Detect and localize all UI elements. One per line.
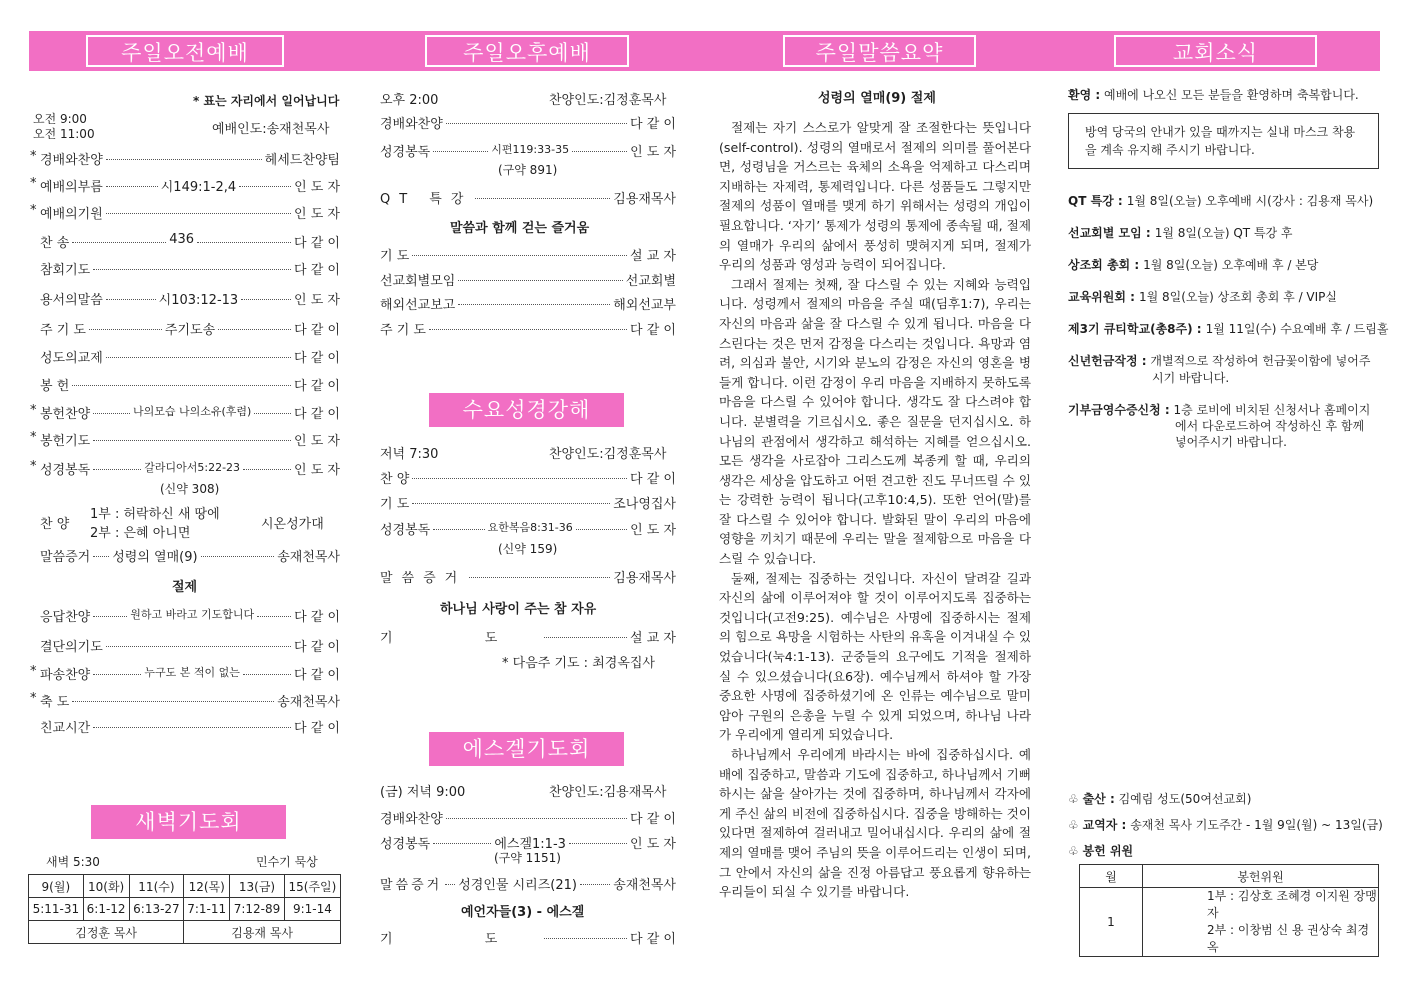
order-item-person: 다 같 이 — [294, 407, 340, 422]
wednesday-prayer-who: 설 교 자 — [630, 631, 676, 646]
ezekiel-leader: 찬양인도:김용재목사 — [549, 785, 667, 800]
afternoon-leader: 찬양인도:김정훈목사 — [549, 93, 667, 108]
wednesday-prayer-row — [380, 627, 676, 646]
news-item — [1068, 224, 1293, 241]
dawn-schedule-table — [28, 874, 341, 944]
choir-first-service: 1부 : 허락하신 새 땅에 — [90, 507, 220, 522]
news-item-text: 1월 8일(오늘) 오후예배 후 / 본당 — [1143, 258, 1319, 272]
news-item-label: QT 특강 : — [1068, 194, 1123, 208]
ezekiel-witness-sermon: 성경인물 시리즈(21) — [458, 878, 577, 893]
news-pastor-label: 교역자 : — [1082, 818, 1127, 832]
dawn-minister-1: 김정훈 목사 — [29, 921, 184, 944]
order-row — [380, 141, 676, 160]
order-item-name: 응답찬양 — [40, 610, 91, 625]
order-item-name: 성경봉독 — [40, 463, 91, 478]
news-item-text: 1월 8일(오늘) 오후예배 시(강사 : 김용재 목사) — [1126, 194, 1374, 208]
header-morning-worship: 주일오전예배 — [86, 35, 284, 67]
order-row — [30, 606, 340, 625]
order-item-person: 해외선교부 — [613, 298, 676, 313]
standing-mark: * — [30, 691, 37, 706]
order-row — [380, 493, 676, 512]
ezekiel-title: 에스겔기도회 — [429, 732, 624, 766]
news-receipt-text-1: 1층 로비에 비치된 신청서나 홈페이지 — [1173, 403, 1371, 417]
offering-first-service: 1부 : 김상호 조혜경 이지원 장맹자 — [1207, 889, 1377, 920]
dawn-scripture: 7:12-89 — [230, 898, 285, 921]
header-church-news: 교회소식 — [1114, 35, 1317, 67]
choir-name: 시온성가대 — [261, 517, 324, 532]
news-item-label: 제3기 큐티학교(총8주) : — [1068, 322, 1202, 336]
order-item-name: 참회기도 — [40, 263, 91, 278]
dawn-scripture: 5:11-31 — [29, 898, 84, 921]
morning-witness-sermon: 성령의 열매(9) — [112, 550, 198, 565]
order-item-person: 인 도 자 — [294, 293, 340, 308]
wednesday-sub-title: 하나님 사랑이 주는 참 자유 — [440, 602, 597, 617]
header-afternoon-worship: 주일오후예배 — [425, 35, 629, 67]
news-receipt — [1068, 401, 1370, 418]
news-offering-label: 봉헌 위원 — [1082, 844, 1134, 858]
morning-time-1: 오전 9:00 — [33, 112, 87, 126]
standing-mark: * — [30, 430, 37, 445]
order-item-name: 성경봉독 — [380, 145, 431, 160]
news-item-text: 1월 8일(오늘) 상조회 총회 후 / VIP실 — [1138, 290, 1337, 304]
standing-mark: * — [30, 459, 37, 474]
sermon-paragraph-2: 그래서 절제는 첫째, 잘 다스릴 수 있는 지혜와 능력입니다. 성령께서 절제의 마음을 주실 때(딤후1:7), 우리는 자신의 마음과 삶을 잘 다스릴 수 있게 됩니다. 마음을 다스린다는 것은 먼저 감정을 다스리는 것입니다. 욕망과 염려, 의심과 불안, 시기와 분노의 감정은 자신의 영혼을 병들게 합니다. 이런 감정이 우리 마음을 지배하지 못하도록 마음을 다스릴 수 있어야 합니다. 생각도 잘 다스려야 합니다. 분별력을 기르십시오. 좋은 질문을 던지십시오. 하나님의 관점에서 생각하고 해석하는 지혜를 얻으십시오. 모든 생각을 사로잡아 그리스도께 복종케 할 때, 우리의 생각은 세상을 압도하고 어떤 견고한 진도 무너뜨릴 수 있는 강력한 능력이 됩니다(고후10:4,5). 또한 언어(말)를 잘 다스릴 수 있어야 합니다. 발화된 말이 우리의 마음에 영향을 끼치기 때문에 우리는 말을 절제함으로 마음을 다스릴 수 있습니다. — [719, 276, 1031, 567]
order-row — [30, 403, 340, 422]
order-item-person: 인 도 자 — [630, 837, 676, 852]
news-birth — [1068, 790, 1251, 807]
ezekiel-sub-title: 예언자들(3) - 에스겔 — [461, 905, 585, 920]
offering-second-service: 2부 : 이창범 신 용 권상숙 최경옥 — [1207, 923, 1370, 954]
news-pledge-label: 신년헌금작정 : — [1068, 354, 1147, 368]
news-birth-label: 출산 : — [1082, 792, 1115, 806]
offering-committee-table — [1079, 864, 1379, 957]
news-pledge — [1068, 352, 1370, 369]
order-item-name: 주 기 도 — [40, 323, 86, 338]
ezekiel-prayer-who: 다 같 이 — [630, 932, 676, 947]
order-item-detail: 436 — [169, 232, 195, 247]
order-row — [380, 468, 676, 487]
dawn-time: 새벽 5:30 — [46, 855, 100, 869]
order-item-person: 다 같 이 — [294, 640, 340, 655]
order-row — [380, 319, 676, 338]
qt-lecture-name: QT 특강 — [380, 192, 473, 207]
order-row — [30, 636, 340, 655]
order-item-person: 인 도 자 — [294, 180, 341, 195]
order-row — [380, 245, 676, 264]
sermon-paragraph-4: 하나님께서 우리에게 바라시는 바에 집중하십시다. 예배에 집중하고, 말씀과 기도에 집중하고, 하나님께서 기뻐하시는 삶을 살아가는 것에 집중하며, 하나님께서 각자에게 주신 삶의 비전에 집중하십시다. 집중을 방해하는 것이 있다면 절제하여 걸러내고 밀어내십시다. 우리의 삶에 절제의 열매를 맺어 주님의 뜻을 이루어드리는 인생이 되며, 그 안에서 자신의 삶을 진정 아름답고 풍요롭게 향유하는 우리들이 되실 수 있기를 바랍니다. — [719, 747, 1031, 900]
news-item-label: 상조회 총회 : — [1068, 258, 1140, 272]
standing-note: * 표는 자리에서 일어납니다 — [193, 94, 340, 108]
order-item-person: 인 도 자 — [630, 523, 677, 538]
order-item-person: 다 같 이 — [294, 323, 341, 338]
order-item-person: 다 같 이 — [630, 117, 676, 132]
wednesday-witness-row — [380, 567, 676, 586]
standing-mark: * — [30, 176, 37, 191]
dawn-scripture: 7:1-11 — [184, 898, 230, 921]
news-pledge-text-1: 개별적으로 작성하여 헌금꽃이함에 넣어주 — [1150, 354, 1371, 368]
order-item-person: 다 같 이 — [294, 351, 340, 366]
ezekiel-prayer-row — [380, 928, 676, 947]
dawn-day: 9(월) — [29, 875, 84, 898]
news-item-label: 선교회별 모임 : — [1068, 226, 1151, 240]
dawn-leader: 민수기 묵상 — [256, 855, 318, 869]
order-item-name: 봉헌찬양 — [40, 407, 91, 422]
order-item-name: 결단의기도 — [40, 640, 103, 655]
morning-sermon-title: 절제 — [172, 580, 198, 595]
order-item-detail: 주기도송 — [164, 323, 216, 338]
order-item-name: 용서의말씀 — [40, 293, 103, 308]
order-row — [380, 113, 676, 132]
order-item-name: 예배의부름 — [40, 180, 103, 195]
order-item-person: 다 같 이 — [630, 812, 676, 827]
order-item-person: 인 도 자 — [630, 145, 677, 160]
wednesday-reading-sub: (신약 159) — [498, 542, 558, 556]
order-item-detail: 원하고 바라고 기도합니다 — [130, 608, 255, 621]
wednesday-prayer-name: 기 도 — [380, 631, 542, 646]
order-item-name: 찬 양 — [380, 472, 410, 487]
order-row — [30, 664, 340, 683]
ezekiel-time: (금) 저녁 9:00 — [380, 785, 466, 800]
order-item-name: 해외선교보고 — [380, 298, 456, 313]
wednesday-title: 수요성경강해 — [429, 393, 624, 427]
order-row — [30, 347, 340, 366]
order-item-person: 선교회별 — [625, 274, 676, 289]
standing-mark: * — [30, 203, 37, 218]
order-row — [30, 459, 340, 478]
morning-witness-preacher: 송재천목사 — [277, 550, 340, 565]
order-item-person: 다 같 이 — [294, 721, 340, 736]
order-row — [380, 519, 676, 538]
order-item-detail: 갈라디아서5:22-23 — [144, 461, 241, 474]
morning-time-2: 오전 11:00 — [33, 127, 95, 141]
order-item-name: 성경봉독 — [380, 837, 431, 852]
order-row — [30, 691, 340, 710]
choir-second-service: 2부 : 은혜 아니면 — [90, 526, 191, 541]
order-row — [30, 375, 340, 394]
afternoon-sub-title: 말씀과 함께 걷는 즐거움 — [450, 221, 590, 236]
mask-notice-box: 방역 당국의 안내가 있을 때까지는 실내 마스크 착용을 계속 유지해 주시기 바랍니다. — [1068, 113, 1379, 169]
offering-members — [1143, 888, 1379, 957]
ezekiel-reading-sub: (구약 1151) — [494, 851, 561, 865]
dawn-scripture: 6:13-27 — [129, 898, 184, 921]
order-item-person: 조나영집사 — [613, 497, 676, 512]
order-item-person: 인 도 자 — [294, 434, 340, 449]
order-row — [30, 717, 340, 736]
order-item-detail: 에스겔1:1-3 — [494, 837, 566, 852]
choir-label: 찬 양 — [40, 517, 70, 532]
offering-head-month: 월 — [1080, 865, 1143, 888]
offering-month: 1 — [1080, 888, 1143, 957]
next-week-prayer: * 다음주 기도 : 최경옥집사 — [502, 656, 655, 671]
order-item-person: 설 교 자 — [630, 249, 676, 264]
order-item-detail: 나의모습 나의소유(후렴) — [132, 405, 252, 418]
dawn-day: 11(수) — [129, 875, 184, 898]
order-row — [30, 289, 340, 308]
morning-witness-name: 말씀증거 — [40, 550, 91, 565]
order-item-person: 다 같 이 — [294, 668, 340, 683]
standing-mark: * — [30, 149, 37, 164]
news-offering — [1068, 842, 1133, 859]
wednesday-leader: 찬양인도:김정훈목사 — [549, 447, 667, 462]
news-item — [1068, 192, 1373, 209]
morning-witness-row — [40, 546, 340, 565]
qt-lecture-speaker: 김용재목사 — [613, 192, 676, 207]
order-row — [30, 149, 340, 168]
clover-icon: ♧ — [1068, 844, 1079, 858]
header-sermon-summary: 주일말씀요약 — [783, 35, 976, 67]
order-row — [30, 319, 340, 338]
order-item-detail: 시103:12-13 — [158, 293, 239, 308]
news-welcome-text: 예배에 나오신 모든 분들을 환영하며 축복합니다. — [1104, 88, 1359, 102]
order-item-name: 주 기 도 — [380, 323, 426, 338]
order-item-detail: 누구도 본 적이 없는 — [144, 666, 240, 679]
order-item-name: 성경봉독 — [380, 523, 431, 538]
afternoon-time: 오후 2:00 — [380, 93, 439, 108]
standing-mark: * — [30, 664, 37, 679]
order-row — [380, 808, 676, 827]
order-item-name: 경배와찬양 — [380, 117, 443, 132]
ezekiel-witness-preacher: 송재천목사 — [613, 878, 676, 893]
news-receipt-text-3: 넣어주시기 바랍니다. — [1175, 435, 1287, 449]
dawn-day: 15(주일) — [284, 875, 340, 898]
order-item-person: 다 같 이 — [630, 323, 676, 338]
order-item-person: 다 같 이 — [294, 263, 340, 278]
order-item-person: 인 도 자 — [294, 207, 340, 222]
news-receipt-label: 기부금영수증신청 : — [1068, 403, 1170, 417]
order-item-person: 다 같 이 — [294, 379, 340, 394]
dawn-day: 10(화) — [83, 875, 129, 898]
news-pastor-text: 송재천 목사 기도주간 - 1월 9일(월) ~ 13일(금) — [1130, 818, 1383, 832]
order-item-name: 축 도 — [40, 695, 70, 710]
offering-head-members: 봉헌위원 — [1143, 865, 1379, 888]
news-pastor — [1068, 816, 1383, 833]
dawn-day: 12(목) — [184, 875, 230, 898]
news-birth-text: 김예림 성도(50여선교회) — [1118, 792, 1252, 806]
order-item-name: 선교회별모임 — [380, 274, 456, 289]
news-pledge-text-2: 시기 바랍니다. — [1152, 371, 1230, 385]
order-row — [380, 270, 676, 289]
order-item-name: 경배와찬양 — [40, 153, 103, 168]
order-row — [380, 294, 676, 313]
wednesday-witness-preacher: 김용재목사 — [613, 571, 676, 586]
standing-mark: * — [30, 403, 37, 418]
order-item-person: 다 같 이 — [630, 472, 676, 487]
news-welcome — [1068, 86, 1359, 103]
news-item-text: 1월 8일(오늘) QT 특강 후 — [1154, 226, 1293, 240]
sermon-body — [719, 118, 1031, 902]
qt-lecture-row — [380, 188, 676, 207]
order-item-name: 봉 헌 — [40, 379, 70, 394]
afternoon-reading-sub: (구약 891) — [498, 163, 558, 177]
order-row — [30, 430, 340, 449]
order-row — [30, 176, 340, 195]
news-item — [1068, 256, 1318, 273]
sermon-title: 성령의 열매(9) 절제 — [818, 91, 936, 106]
order-item-name: 성도의교제 — [40, 351, 103, 366]
order-item-detail: 시149:1-2,4 — [160, 180, 237, 195]
order-item-person: 송재천목사 — [277, 695, 340, 710]
news-welcome-label: 환영 : — [1068, 88, 1101, 102]
news-receipt-text-2: 에서 다운로드하여 작성하신 후 함께 — [1175, 419, 1365, 433]
news-item — [1068, 320, 1388, 337]
order-item-detail: 요한복음8:31-36 — [487, 521, 573, 534]
news-item-text: 1월 11일(수) 수요예배 후 / 드림홀 — [1205, 322, 1389, 336]
order-item-name: 파송찬양 — [40, 668, 91, 683]
order-item-person: 인 도 자 — [294, 463, 340, 478]
ezekiel-witness-row — [380, 874, 676, 893]
clover-icon: ♧ — [1068, 818, 1079, 832]
order-item-name: 친교시간 — [40, 721, 91, 736]
order-row — [30, 232, 340, 251]
wednesday-witness-name: 말씀증거 — [380, 571, 467, 586]
order-row — [30, 203, 340, 222]
news-item — [1068, 288, 1337, 305]
sermon-paragraph-3: 둘째, 절제는 집중하는 것입니다. 자신이 달려갈 길과 자신의 삶에 이루어져야 할 것이 이루어지도록 집중하는 것입니다(고전9:25). 예수님은 사명에 집중하시는 절제의 힘으로 욕망을 시험하는 사탄의 유혹을 이겨내실 수 있었습니다(눅4:1-13). 군중들의 요구에도 기적을 절제하실 수 있으셨습니다(요6장). 예수님께서 하셔야 할 가장 중요한 사명에 집중하셨기에 온 인류는 예수님으로 말미암아 구원의 은총을 누릴 수 있게 되었으며, 하나님 나라가 우리에게 열리게 되었습니다. — [719, 570, 1031, 743]
morning-leader: 예배인도:송재천목사 — [212, 122, 330, 137]
order-item-person: 다 같 이 — [294, 610, 341, 625]
dawn-prayer-title: 새벽기도회 — [91, 805, 286, 839]
order-item-name: 예배의기원 — [40, 207, 103, 222]
order-row — [30, 259, 340, 278]
order-item-name: 경배와찬양 — [380, 812, 443, 827]
clover-icon: ♧ — [1068, 792, 1079, 806]
dawn-scripture: 9:1-14 — [284, 898, 340, 921]
dawn-day: 13(금) — [230, 875, 285, 898]
order-item-person: 다 같 이 — [294, 236, 340, 251]
order-item-detail: 시편119:33-35 — [491, 143, 570, 156]
ezekiel-prayer-name: 기 도 — [380, 932, 542, 947]
morning-reading-sub: (신약 308) — [160, 482, 220, 496]
order-item-name: 찬 송 — [40, 236, 70, 251]
dawn-scripture: 6:1-12 — [83, 898, 129, 921]
order-item-name: 기 도 — [380, 497, 410, 512]
order-item-person: 헤세드찬양팀 — [264, 153, 340, 168]
sermon-paragraph-1: 절제는 자기 스스로가 알맞게 잘 조절한다는 뜻입니다(self-control). 성령의 열매로서 절제의 의미를 풀어본다면, 성령님을 거스르는 육체의 소욕을 억제하고 다스리며 지배하는 자제력, 통제력입니다. 다른 성품들도 그렇지만 절제의 성품이 열매를 맺게 하기 위해서는 성령의 개입이 필요합니다. ‘자기’ 통제가 성령의 통제에 종속될 때, 절제의 열매가 우리의 삶에서 풍성히 맺혀지게 되며, 절제가 우리의 성품과 영성과 능력이 되어집니다. — [719, 120, 1031, 273]
wednesday-time: 저녁 7:30 — [380, 447, 439, 462]
ezekiel-witness-name: 말씀증거 — [380, 878, 443, 893]
news-item-label: 교육위원회 : — [1068, 290, 1135, 304]
order-item-name: 봉헌기도 — [40, 434, 91, 449]
order-item-name: 기 도 — [380, 249, 410, 264]
dawn-minister-2: 김용재 목사 — [184, 921, 341, 944]
